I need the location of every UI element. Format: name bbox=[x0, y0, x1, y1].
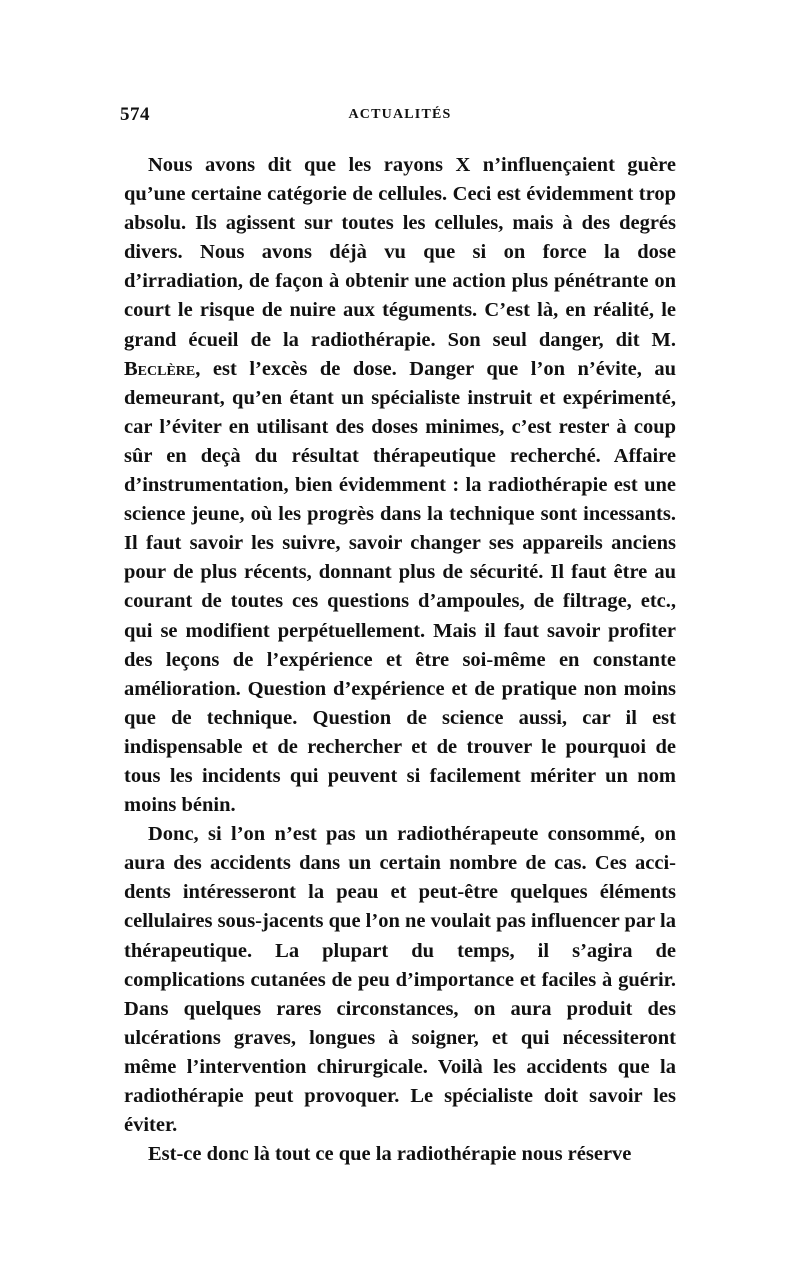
paragraph bbox=[124, 151, 676, 820]
page-number: 574 bbox=[120, 104, 150, 125]
running-head bbox=[120, 104, 676, 134]
body-text bbox=[124, 151, 676, 1169]
book-page bbox=[120, 104, 676, 1169]
paragraph-text: , est l’excès de dose. Danger que l’on n’évite, au demeurant, qu’en étant un spécialiste instruit et expérimenté, car l’éviter en utilisant des doses minimes, c’est rester à coup sûr en deçà du résultat thérapeutique recherché. Affaire d’instrumentation, bien évidemment : la radiothérapie est une science jeune, où les progrès dans la technique sont incessants. Il faut savoir les suivre, savoir changer ses appareils anciens pour de plus récents, donnant plus de sécurité. Il faut être au courant de toutes ces questions d’ampoules, de filtrage, etc., qui se modifient perpétuellement. Mais il faut savoir profiter des leçons de l’expérience et être soi-même en constante amélioration. Question d’expérience et de pratique non moins que de technique. Question de science aussi, car il est indispensable et de rechercher et de trouver le pourquoi de tous les incidents qui peuvent si facilement mériter un nom moins bénin. bbox=[124, 357, 676, 817]
paragraph: Donc, si l’on n’est pas un radiothérapeute consommé, on aura des accidents dans un certain nombre de cas. Ces accidents intéresseront la peau et peut-être quelques éléments cellulaires sous-jacents que l’on ne voulait pas influencer par la thérapeutique. La plupart du temps, il s’agira de complications cutanées de peu d’importance et faciles à guérir. Dans quelques rares circonstances, on aura produit des ulcérations graves, longues à soigner, et qui nécessiteront même l’intervention chirurgicale. Voilà les accidents que la radiothérapie peut provoquer. Le spécialiste doit savoir les éviter. bbox=[124, 823, 676, 1137]
paragraph-text: Nous avons dit que les rayons X n’influençaient guère qu’une certaine catégorie de cellules. Ceci est évidemment trop absolu. Ils agissent sur toutes les cellules, mais à des degrés divers. Nous avons déjà vu que si on force la dose d’irradiation, de façon à obtenir une action plus pénétrante on court le risque de nuire aux téguments. C’est là, en réalité, le grand écueil de la radiothérapie. Son seul danger, dit M. bbox=[124, 154, 676, 351]
section-title: ACTUALITÉS bbox=[348, 107, 452, 122]
paragraph: Est-ce donc là tout ce que la radiothérapie nous réserve bbox=[148, 1143, 632, 1166]
author-name: Beclère bbox=[124, 357, 196, 380]
